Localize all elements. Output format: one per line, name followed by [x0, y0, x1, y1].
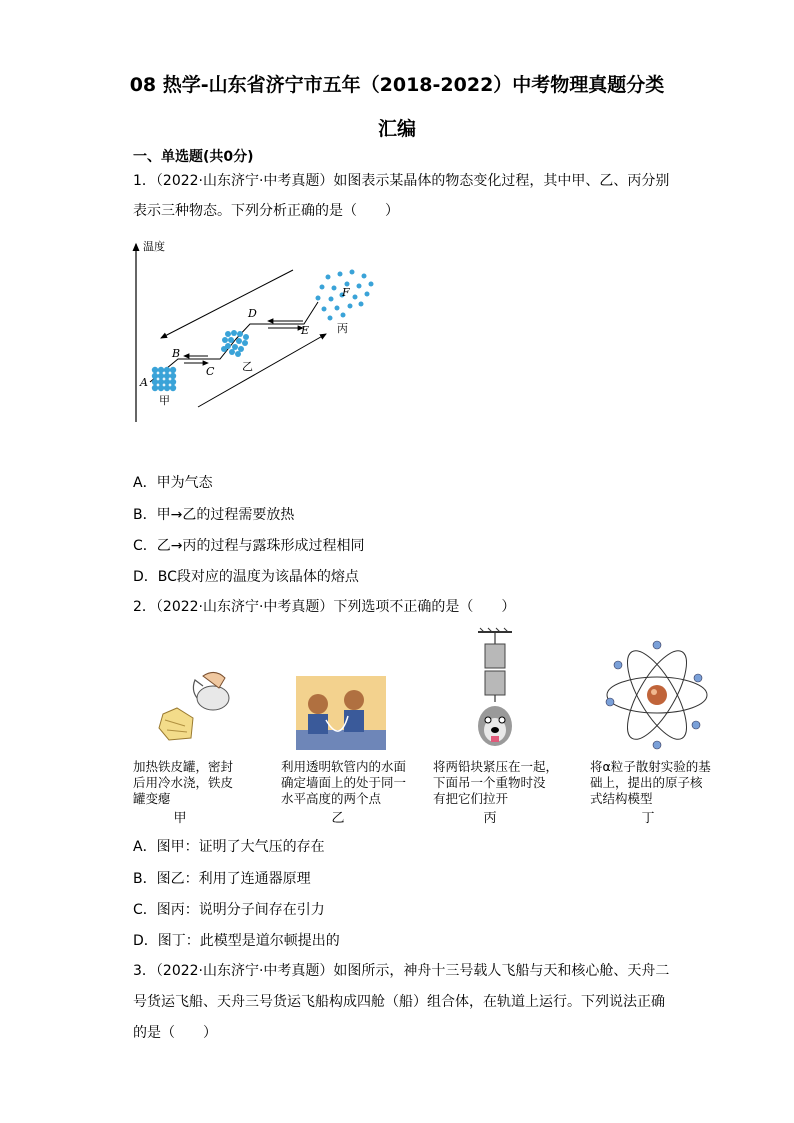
q2-option-d: D．图丁：此模型是道尔顿提出的 — [133, 933, 340, 949]
state-label-yi: 乙 — [242, 360, 253, 373]
point-F: F — [342, 286, 350, 299]
state-label-bing: 丙 — [337, 322, 348, 335]
section-heading: 一、单选题(共0分) — [133, 149, 254, 165]
q2-option-a: A．图甲：证明了大气压的存在 — [133, 839, 325, 855]
q3-stem-line3: 的是（ ） — [133, 1025, 217, 1041]
panel-label-ding: 丁 — [641, 811, 655, 826]
atom-model-image — [602, 640, 712, 750]
document-title-line2: 汇编 — [377, 118, 416, 140]
point-C: C — [206, 365, 215, 378]
q1-stem-line1: 1．（2022·山东济宁·中考真题）如图表示某晶体的物态变化过程，其中甲、乙、丙分别 — [133, 173, 670, 189]
lead-blocks-image — [470, 626, 520, 752]
state-label-jia: 甲 — [159, 394, 170, 407]
q1-option-a: A．甲为气态 — [133, 475, 213, 491]
panel-ding-caption: 将α粒子散射实验的基 础上，提出的原子核 式结构模型 — [590, 759, 711, 806]
heating-arrow — [198, 334, 326, 407]
q2-option-b: B．图乙：利用了连通器原理 — [133, 871, 311, 887]
document-title-line1: 08 热学-山东省济宁市五年（2018-2022）中考物理真题分类 — [129, 74, 665, 96]
q3-stem-line1: 3．（2022·山东济宁·中考真题）如图所示，神舟十三号载人飞船与天和核心舱、天舟二 — [133, 963, 670, 979]
q1-option-c: C．乙→丙的过程与露珠形成过程相同 — [133, 538, 365, 554]
panel-label-yi: 乙 — [331, 811, 345, 826]
q1-phase-figure — [128, 232, 388, 428]
axis-label: 温度 — [143, 240, 165, 253]
solid-lattice — [152, 367, 176, 391]
point-B: B — [172, 347, 181, 360]
q2-stem: 2．（2022·山东济宁·中考真题）下列选项不正确的是（ ） — [133, 599, 516, 615]
point-D: D — [248, 307, 257, 320]
q2-option-c: C．图丙：说明分子间存在引力 — [133, 902, 325, 918]
panel-label-jia: 甲 — [173, 811, 187, 826]
crushed-can-image — [155, 668, 235, 744]
q1-stem-line2: 表示三种物态。下列分析正确的是（ ） — [133, 203, 399, 219]
water-level-image — [296, 676, 386, 750]
q3-stem-line2: 号货运飞船、天舟三号货运飞船构成四舱（船）组合体，在轨道上运行。下列说法正确 — [133, 994, 665, 1010]
q1-option-b: B．甲→乙的过程需要放热 — [133, 507, 295, 523]
panel-label-bing: 丙 — [483, 811, 497, 826]
point-E: E — [301, 324, 310, 337]
panel-yi-caption: 利用透明软管内的水面 确定墙面上的处于同一 水平高度的两个点 — [281, 759, 407, 806]
point-A: A — [140, 376, 148, 389]
panel-jia-caption: 加热铁皮罐，密封 后用冷水浇，铁皮 罐变瘪 — [133, 759, 234, 806]
panel-bing-caption: 将两铅块紧压在一起， 下面吊一个重物时没 有把它们拉开 — [433, 759, 559, 806]
q1-option-d: D．BC段对应的温度为该晶体的熔点 — [133, 569, 359, 585]
